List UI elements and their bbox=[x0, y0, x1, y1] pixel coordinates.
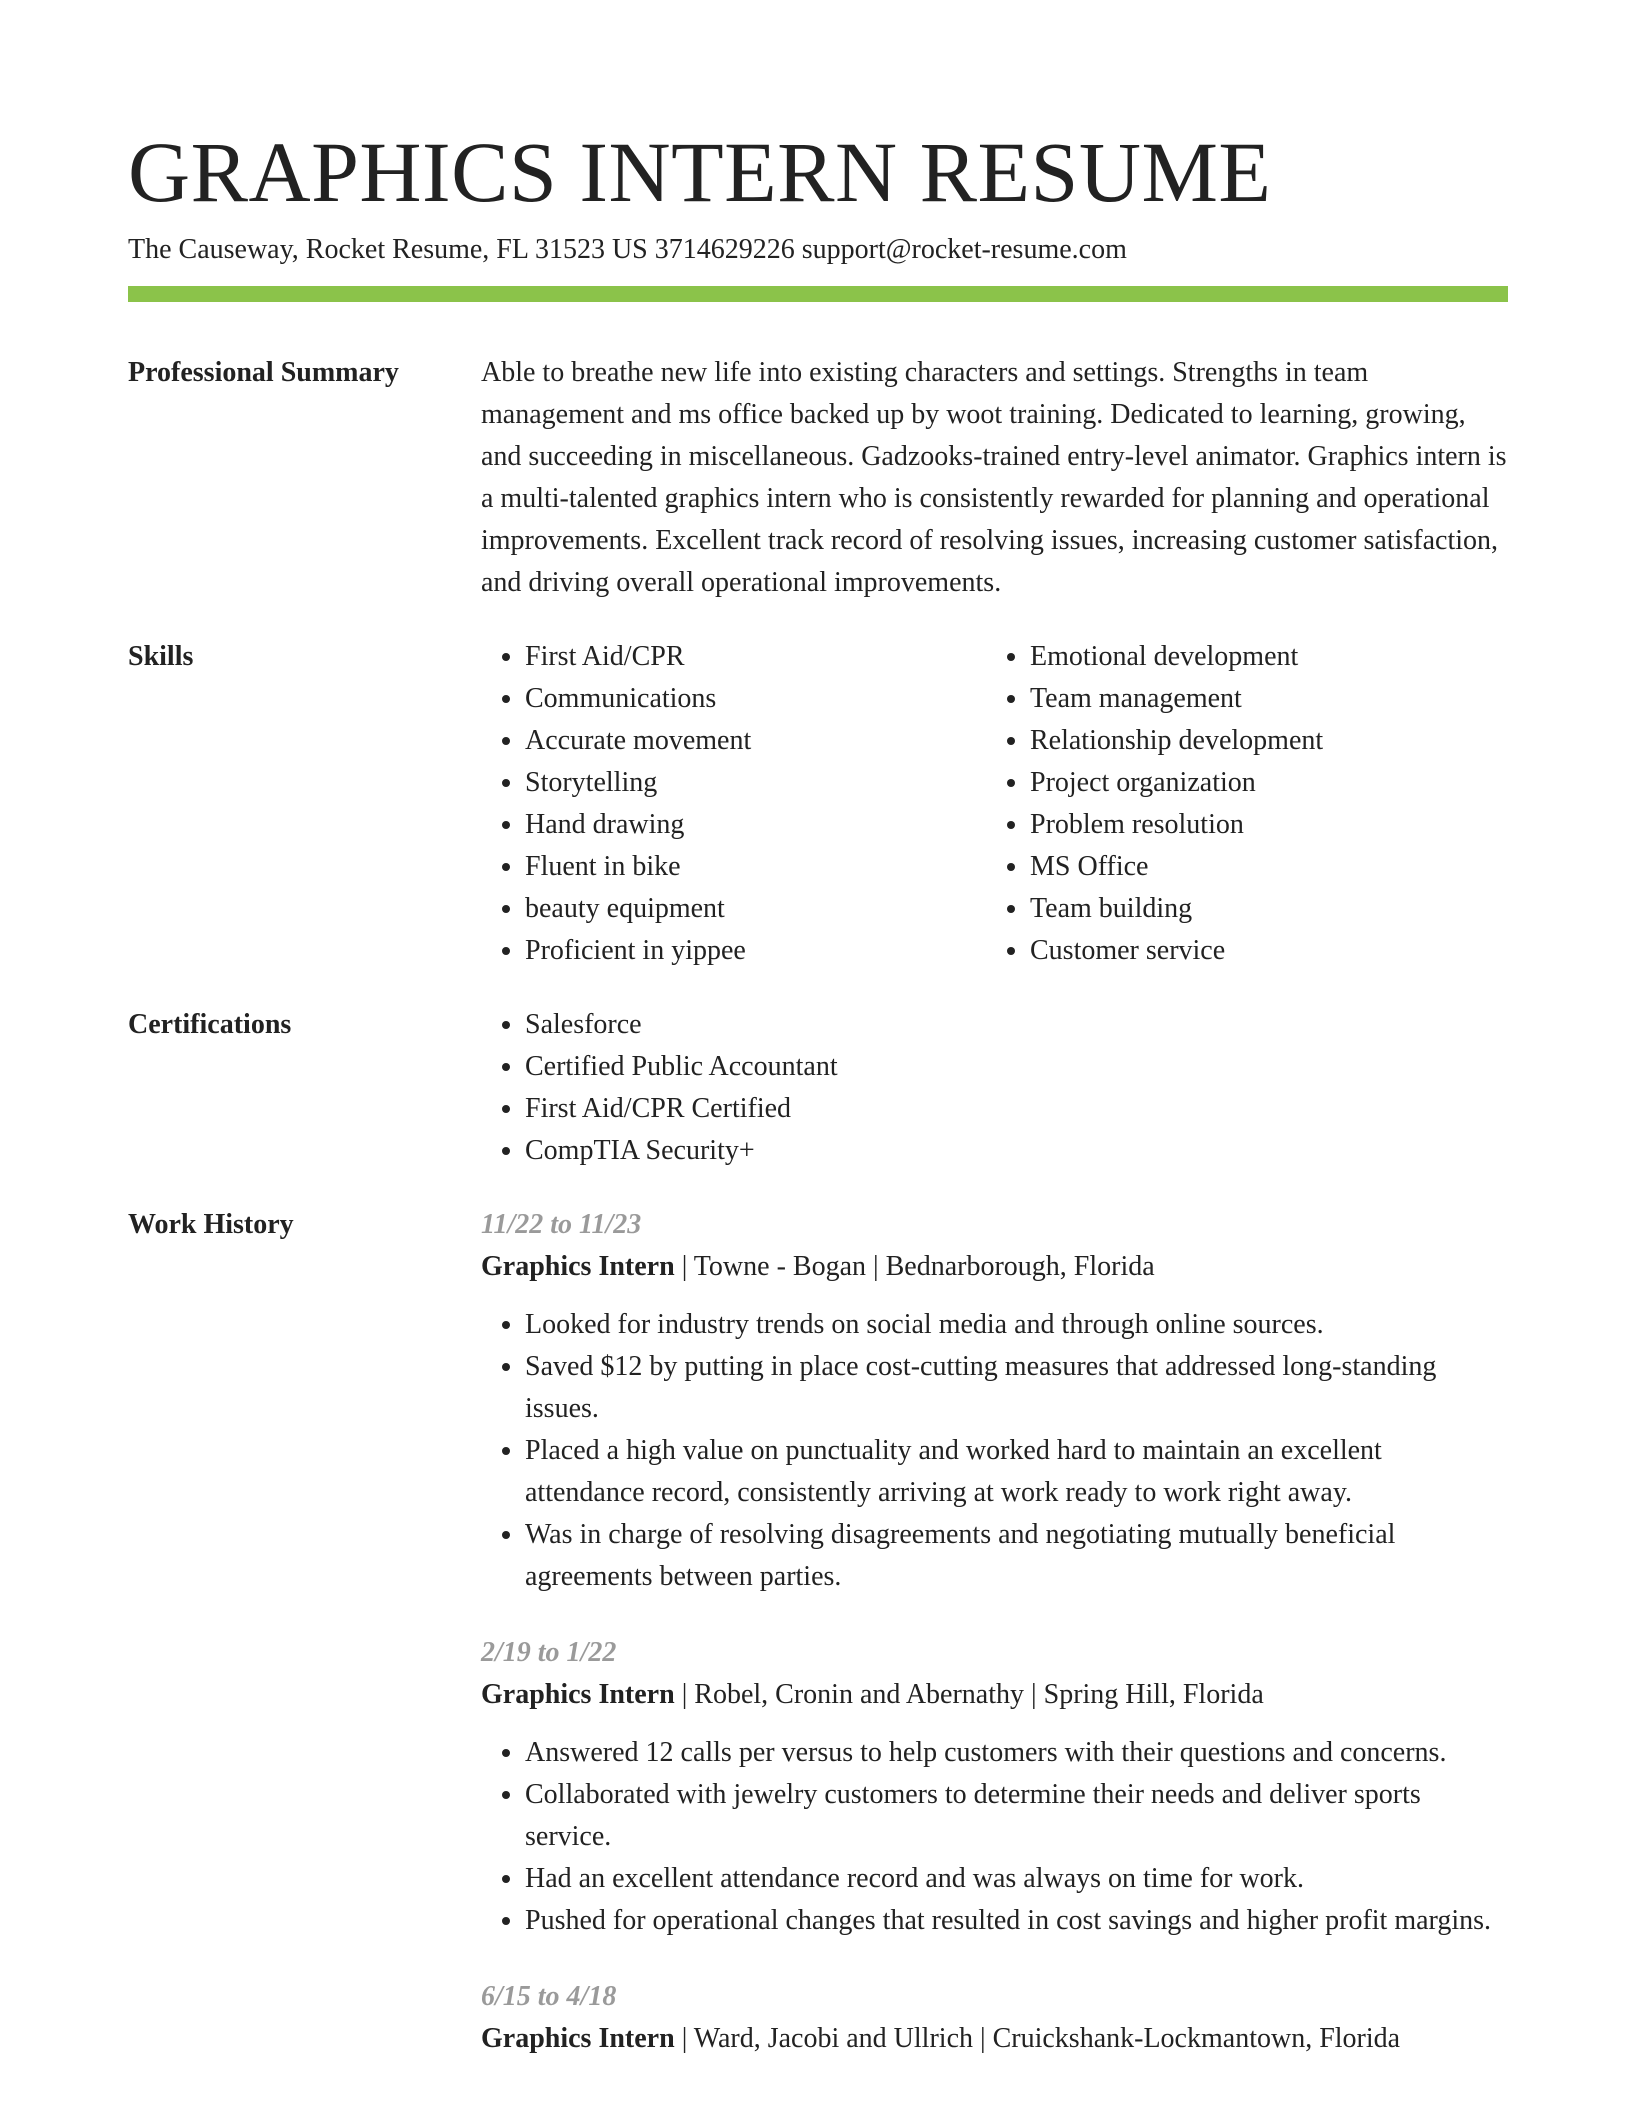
skill-item: • beauty equipment bbox=[525, 888, 986, 930]
certification-item: • CompTIA Security+ bbox=[525, 1130, 1508, 1172]
job-entry bbox=[481, 1204, 1508, 1598]
job-bullet: • Looked for industry trends on social media and through online sources. bbox=[525, 1304, 1508, 1346]
skill-item: • First Aid/CPR bbox=[525, 636, 986, 678]
job-bullet: • Saved $12 by putting in place cost-cutting measures that addressed long-standing issues. bbox=[525, 1346, 1508, 1430]
section-label-certifications: Certifications bbox=[128, 1009, 292, 1040]
job-bullet: • Pushed for operational changes that resulted in cost savings and higher profit margins. bbox=[525, 1900, 1508, 1942]
job-dates: 2/19 to 1/22 bbox=[481, 1637, 617, 1668]
skill-item: • Customer service bbox=[1030, 930, 1491, 972]
summary-section bbox=[128, 352, 1508, 604]
work-history-section bbox=[128, 1204, 1508, 2094]
contact-line: The Causeway, Rocket Resume, FL 31523 US 3714629226 support@rocket-resume.com bbox=[128, 234, 1127, 265]
certification-item: • Salesforce bbox=[525, 1004, 1508, 1046]
section-label-skills: Skills bbox=[128, 641, 194, 672]
job-entry bbox=[481, 1632, 1508, 1942]
job-heading bbox=[481, 2018, 1508, 2060]
skills-section bbox=[128, 636, 1508, 972]
certification-item: • First Aid/CPR Certified bbox=[525, 1088, 1508, 1130]
job-bullet: • Collaborated with jewelry customers to determine their needs and deliver sports service. bbox=[525, 1774, 1508, 1858]
certifications-section bbox=[128, 1004, 1508, 1172]
skill-item: • Hand drawing bbox=[525, 804, 986, 846]
job-title: Graphics Intern bbox=[481, 1251, 675, 1282]
job-bullet: • Answered 12 calls per versus to help customers with their questions and concerns. bbox=[525, 1732, 1508, 1774]
skill-item: • Team building bbox=[1030, 888, 1491, 930]
job-bullet: • Had an excellent attendance record and was always on time for work. bbox=[525, 1858, 1508, 1900]
skill-item: • Problem resolution bbox=[1030, 804, 1491, 846]
summary-text: Able to breathe new life into existing characters and settings. Strengths in team management and ms office backed up by woot training. Dedicated to learning, growing, and succeeding in miscellaneous. Gadzooks-trained entry-level animator. Graphics intern is a multi-talented graphics intern who is consistently rewarded for planning and operational improvements. Excellent track record of resolving issues, increasing customer satisfaction, and driving overall operational improvements. bbox=[481, 357, 1507, 598]
skills-list-right bbox=[986, 636, 1491, 972]
skill-item: • Communications bbox=[525, 678, 986, 720]
job-heading bbox=[481, 1246, 1508, 1288]
skill-item: • Proficient in yippee bbox=[525, 930, 986, 972]
job-heading bbox=[481, 1674, 1508, 1716]
job-bullet: • Was in charge of resolving disagreements and negotiating mutually beneficial agreements between parties. bbox=[525, 1514, 1508, 1598]
accent-divider bbox=[128, 286, 1508, 302]
skill-item: • Fluent in bike bbox=[525, 846, 986, 888]
resume-title: GRAPHICS INTERN RESUME bbox=[128, 124, 1272, 220]
resume-content bbox=[128, 352, 1508, 2126]
skills-list-left bbox=[481, 636, 986, 972]
job-entry bbox=[481, 1976, 1508, 2060]
job-bullets bbox=[481, 1732, 1508, 1942]
skill-item: • Relationship development bbox=[1030, 720, 1491, 762]
skill-item: • Storytelling bbox=[525, 762, 986, 804]
job-employer-location: | Towne - Bogan | Bednarborough, Florida bbox=[674, 1251, 1155, 1282]
job-title: Graphics Intern bbox=[481, 1679, 675, 1710]
skill-item: • Accurate movement bbox=[525, 720, 986, 762]
job-employer-location: | Ward, Jacobi and Ullrich | Cruickshank-Lockmantown, Florida bbox=[674, 2023, 1401, 2054]
skill-item: • Emotional development bbox=[1030, 636, 1491, 678]
certification-item: • Certified Public Accountant bbox=[525, 1046, 1508, 1088]
job-employer-location: | Robel, Cronin and Abernathy | Spring Hill, Florida bbox=[674, 1679, 1264, 1710]
certifications-list bbox=[481, 1004, 1508, 1172]
section-label-work-history: Work History bbox=[128, 1209, 294, 1240]
job-dates: 11/22 to 11/23 bbox=[481, 1209, 642, 1240]
job-bullet: • Placed a high value on punctuality and worked hard to maintain an excellent attendance record, consistently arriving at work ready to work right away. bbox=[525, 1430, 1508, 1514]
job-dates: 6/15 to 4/18 bbox=[481, 1981, 617, 2012]
job-bullets bbox=[481, 1304, 1508, 1598]
skill-item: • Project organization bbox=[1030, 762, 1491, 804]
job-title: Graphics Intern bbox=[481, 2023, 675, 2054]
section-label-summary: Professional Summary bbox=[128, 357, 399, 388]
skill-item: • Team management bbox=[1030, 678, 1491, 720]
skill-item: • MS Office bbox=[1030, 846, 1491, 888]
